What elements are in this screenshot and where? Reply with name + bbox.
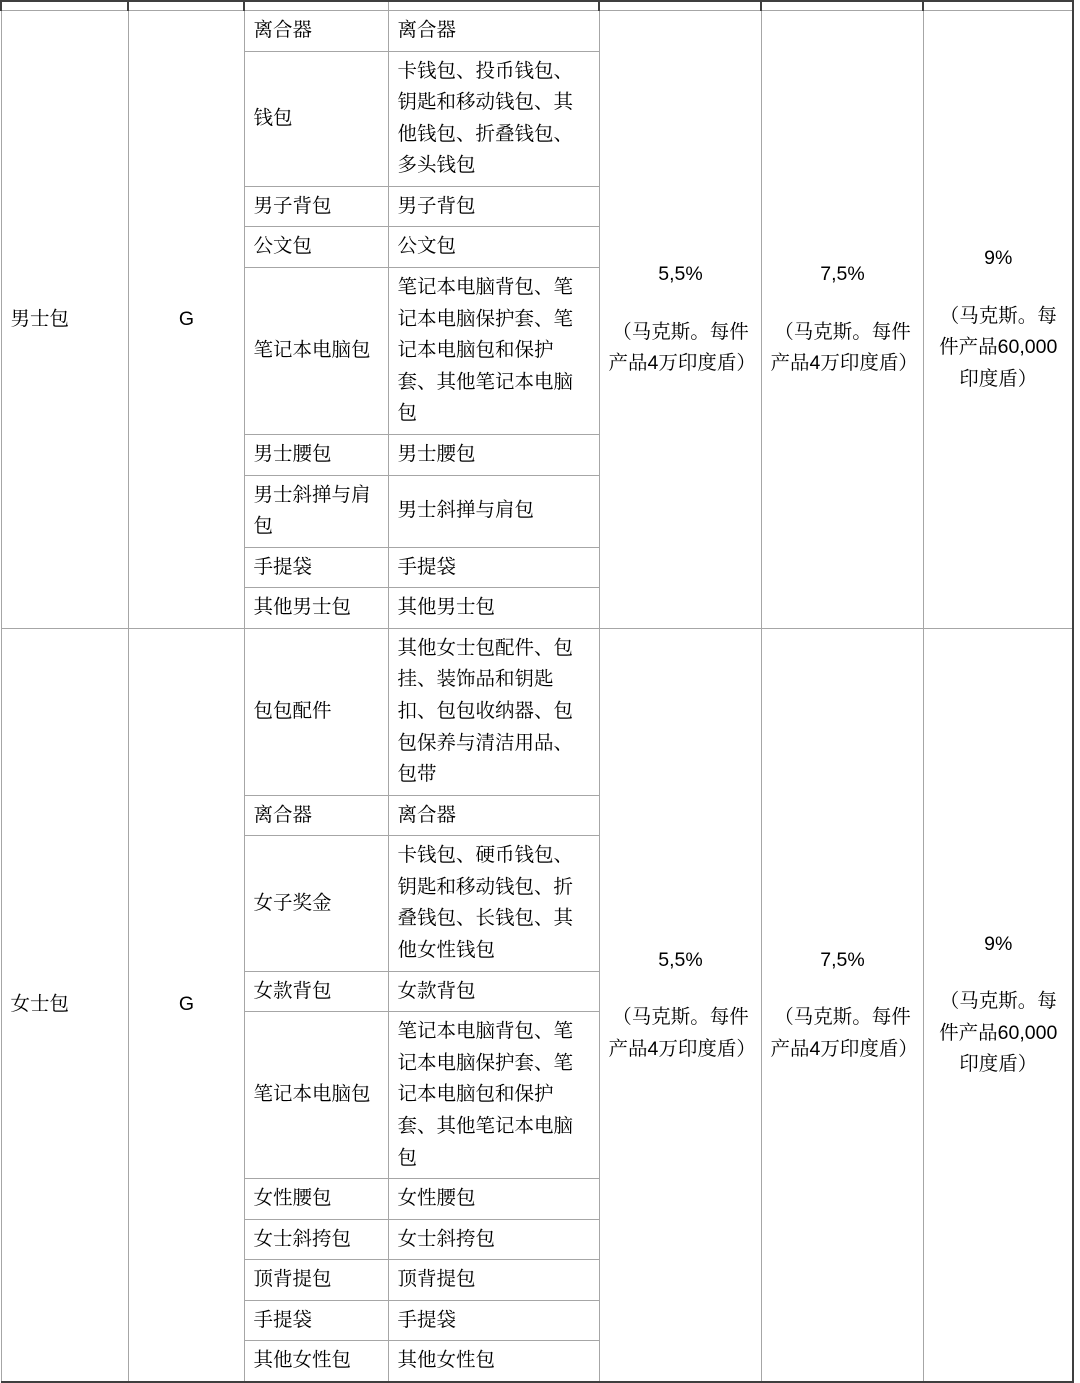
clipped-cell xyxy=(244,1,388,11)
subcategory-cell: 包包配件 xyxy=(244,628,388,795)
description-cell: 离合器 xyxy=(388,795,599,836)
subcategory-cell: 其他男士包 xyxy=(244,588,388,629)
rate-value: 7,5% xyxy=(820,263,865,286)
description-cell: 公文包 xyxy=(388,227,599,268)
description-cell: 女性腰包 xyxy=(388,1179,599,1220)
description-cell: 顶背提包 xyxy=(388,1260,599,1301)
subcategory-cell: 男子背包 xyxy=(244,186,388,227)
rate-value: 7,5% xyxy=(820,948,865,971)
subcategory-cell: 笔记本电脑包 xyxy=(244,1012,388,1179)
rate-value: 9% xyxy=(984,247,1013,270)
rate-value: 5,5% xyxy=(658,263,703,286)
description-cell: 其他女性包 xyxy=(388,1341,599,1382)
rate-cell-2 xyxy=(761,628,923,1382)
clipped-cell xyxy=(128,1,244,11)
rate-cell-2 xyxy=(761,11,923,629)
subcategory-cell: 公文包 xyxy=(244,227,388,268)
subcategory-cell: 离合器 xyxy=(244,795,388,836)
rate-cell-1 xyxy=(599,628,761,1382)
category-code-cell: G xyxy=(128,11,244,629)
rate-cell-1 xyxy=(599,11,761,629)
subcategory-cell: 笔记本电脑包 xyxy=(244,268,388,435)
subcategory-cell: 手提袋 xyxy=(244,1300,388,1341)
subcategory-cell: 女款背包 xyxy=(244,971,388,1012)
rate-cell-3 xyxy=(923,11,1073,629)
subcategory-cell: 男士腰包 xyxy=(244,434,388,475)
rate-note: （马克斯。每件产品4万印度盾） xyxy=(608,320,756,375)
clipped-cell xyxy=(761,1,923,11)
subcategory-cell: 顶背提包 xyxy=(244,1260,388,1301)
description-cell: 男士斜掸与肩包 xyxy=(388,475,599,547)
description-cell: 男子背包 xyxy=(388,186,599,227)
table-row xyxy=(1,628,1073,795)
description-cell: 卡钱包、投币钱包、钥匙和移动钱包、其他钱包、折叠钱包、多头钱包 xyxy=(388,51,599,186)
rate-value: 9% xyxy=(984,932,1013,955)
category-code-cell: G xyxy=(128,628,244,1382)
clipped-top-row xyxy=(1,1,1073,11)
subcategory-cell: 女子奖金 xyxy=(244,836,388,971)
clipped-cell xyxy=(388,1,599,11)
subcategory-cell: 其他女性包 xyxy=(244,1341,388,1382)
rate-note: （马克斯。每件产品4万印度盾） xyxy=(608,1006,756,1060)
description-cell: 女款背包 xyxy=(388,971,599,1012)
description-cell: 离合器 xyxy=(388,11,599,52)
description-cell: 手提袋 xyxy=(388,1300,599,1341)
description-cell: 笔记本电脑背包、笔记本电脑保护套、笔记本电脑包和保护套、其他笔记本电脑包 xyxy=(388,268,599,435)
description-cell: 其他男士包 xyxy=(388,588,599,629)
description-cell: 手提袋 xyxy=(388,547,599,588)
subcategory-cell: 钱包 xyxy=(244,51,388,186)
subcategory-cell: 女士斜挎包 xyxy=(244,1219,388,1260)
rate-value: 5,5% xyxy=(658,948,703,971)
clipped-cell xyxy=(599,1,761,11)
rate-cell-3 xyxy=(923,628,1073,1382)
category-cell: 男士包 xyxy=(1,11,128,629)
subcategory-cell: 手提袋 xyxy=(244,547,388,588)
rate-note: （马克斯。每件产品60,000印度盾） xyxy=(939,304,1058,390)
table-row xyxy=(1,11,1073,52)
category-cell: 女士包 xyxy=(1,628,128,1382)
clipped-cell xyxy=(1,1,128,11)
subcategory-cell: 女性腰包 xyxy=(244,1179,388,1220)
rate-note: （马克斯。每件产品60,000印度盾） xyxy=(939,990,1058,1076)
rate-note: （马克斯。每件产品4万印度盾） xyxy=(770,320,918,375)
table-body xyxy=(1,1,1073,1382)
description-cell: 女士斜挎包 xyxy=(388,1219,599,1260)
description-cell: 男士腰包 xyxy=(388,434,599,475)
description-cell: 卡钱包、硬币钱包、钥匙和移动钱包、折叠钱包、长钱包、其他女性钱包 xyxy=(388,836,599,971)
description-cell: 其他女士包配件、包挂、装饰品和钥匙扣、包包收纳器、包包保养与清洁用品、包带 xyxy=(388,628,599,795)
description-cell: 笔记本电脑背包、笔记本电脑保护套、笔记本电脑包和保护套、其他笔记本电脑包 xyxy=(388,1012,599,1179)
subcategory-cell: 男士斜掸与肩包 xyxy=(244,475,388,547)
clipped-cell xyxy=(923,1,1073,11)
rate-note: （马克斯。每件产品4万印度盾） xyxy=(770,1006,918,1060)
subcategory-cell: 离合器 xyxy=(244,11,388,52)
